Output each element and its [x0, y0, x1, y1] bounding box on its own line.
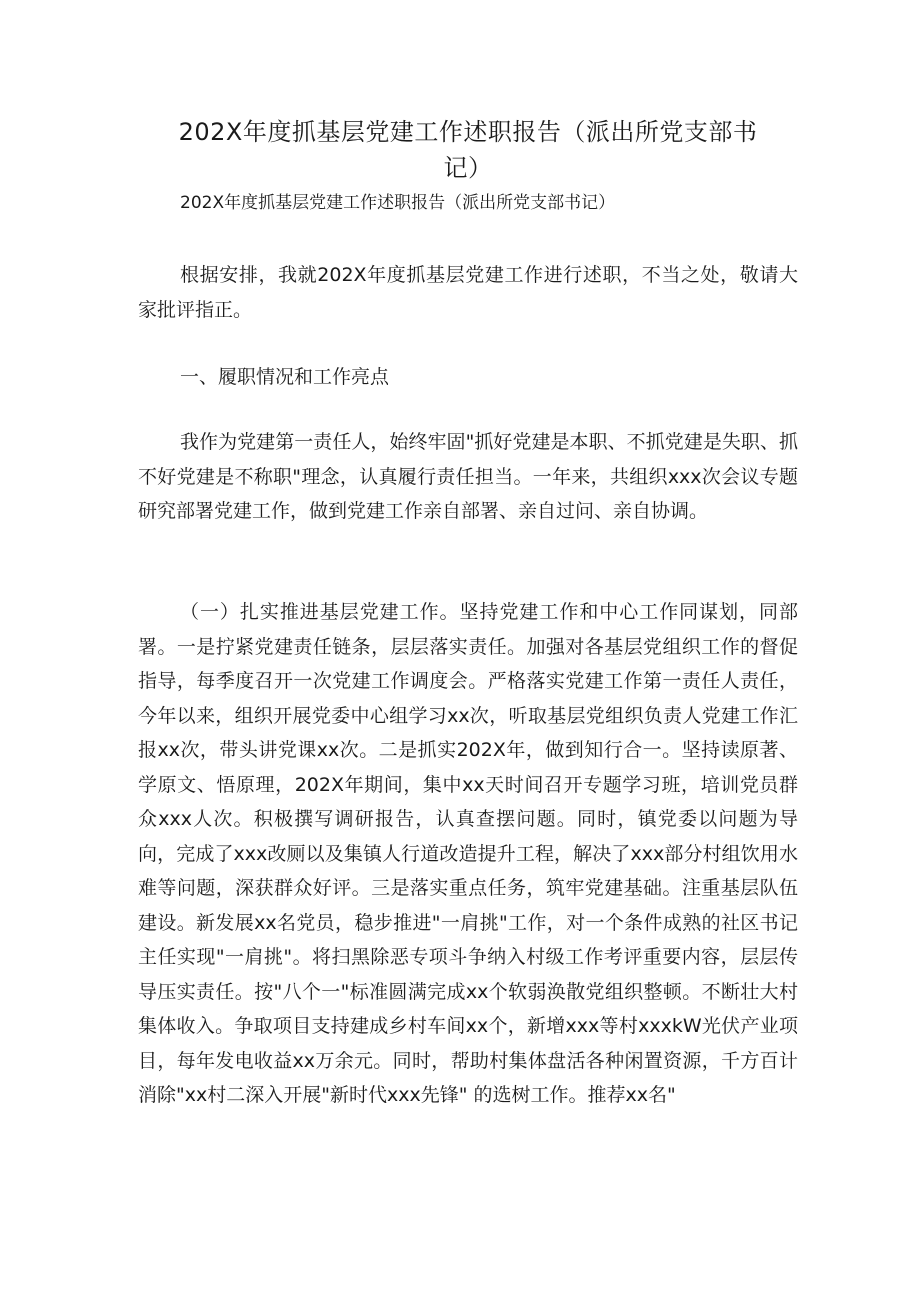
- intro-paragraph: 根据安排，我就202X年度抓基层党建工作进行述职，不当之处，敬请大家批评指正。: [138, 264, 798, 321]
- document-subtitle: 202X年度抓基层党建工作述职报告（派出所党支部书记）: [180, 193, 616, 213]
- section-heading-1: 一、履职情况和工作亮点: [180, 366, 390, 388]
- document-title: 202X年度抓基层党建工作述职报告（派出所党支部书记）: [178, 118, 758, 182]
- section-1-paragraph: 我作为党建第一责任人，始终牢固"抓好党建是本职、不抓党建是失职、抓不好党建是不称职"理念，认真履行责任担当。一年来，共组织xxx次会议专题研究部署党建工作，做到党建工作亲自部署、亲自过问、亲自协调。: [138, 431, 798, 522]
- subsection-1-paragraph: （一）扎实推进基层党建工作。坚持党建工作和中心工作同谋划，同部署。一是拧紧党建责任链条，层层落实责任。加强对各基层党组织工作的督促指导，每季度召开一次党建工作调度会。严格落实党建工作第一责任人责任，今年以来，组织开展党委中心组学习xx次，听取基层党组织负责人党建工作汇报xx次，带头讲党课xx次。二是抓实202X年，做到知行合一。坚持读原著、学原文、悟原理，202X年期间，集中xx天时间召开专题学习班，培训党员群众xxx人次。积极撰写调研报告，认真查摆问题。同时，镇党委以问题为导向，完成了xxx改厕以及集镇人行道改造提升工程，解决了xxx部分村组饮用水难等问题，深获群众好评。三是落实重点任务，筑牢党建基础。注重基层队伍建设。新发展xx名党员，稳步推进"一肩挑"工作，对一个条件成熟的社区书记主任实现"一肩挑"。将扫黑除恶专项斗争纳入村级工作考评重要内容，层层传导压实责任。按"八个一"标准圆满完成xx个软弱涣散党组织整顿。不断壮大村集体收入。争取项目支持建成乡村车间xx个，新增xxx等村xxxkW光伏产业项目，每年发电收益xx万余元。同时，帮助村集体盘活各种闲置资源，千方百计消除"xx村二深入开展"新时代xxx先锋" 的选树工作。推荐xx名": [138, 601, 798, 1106]
